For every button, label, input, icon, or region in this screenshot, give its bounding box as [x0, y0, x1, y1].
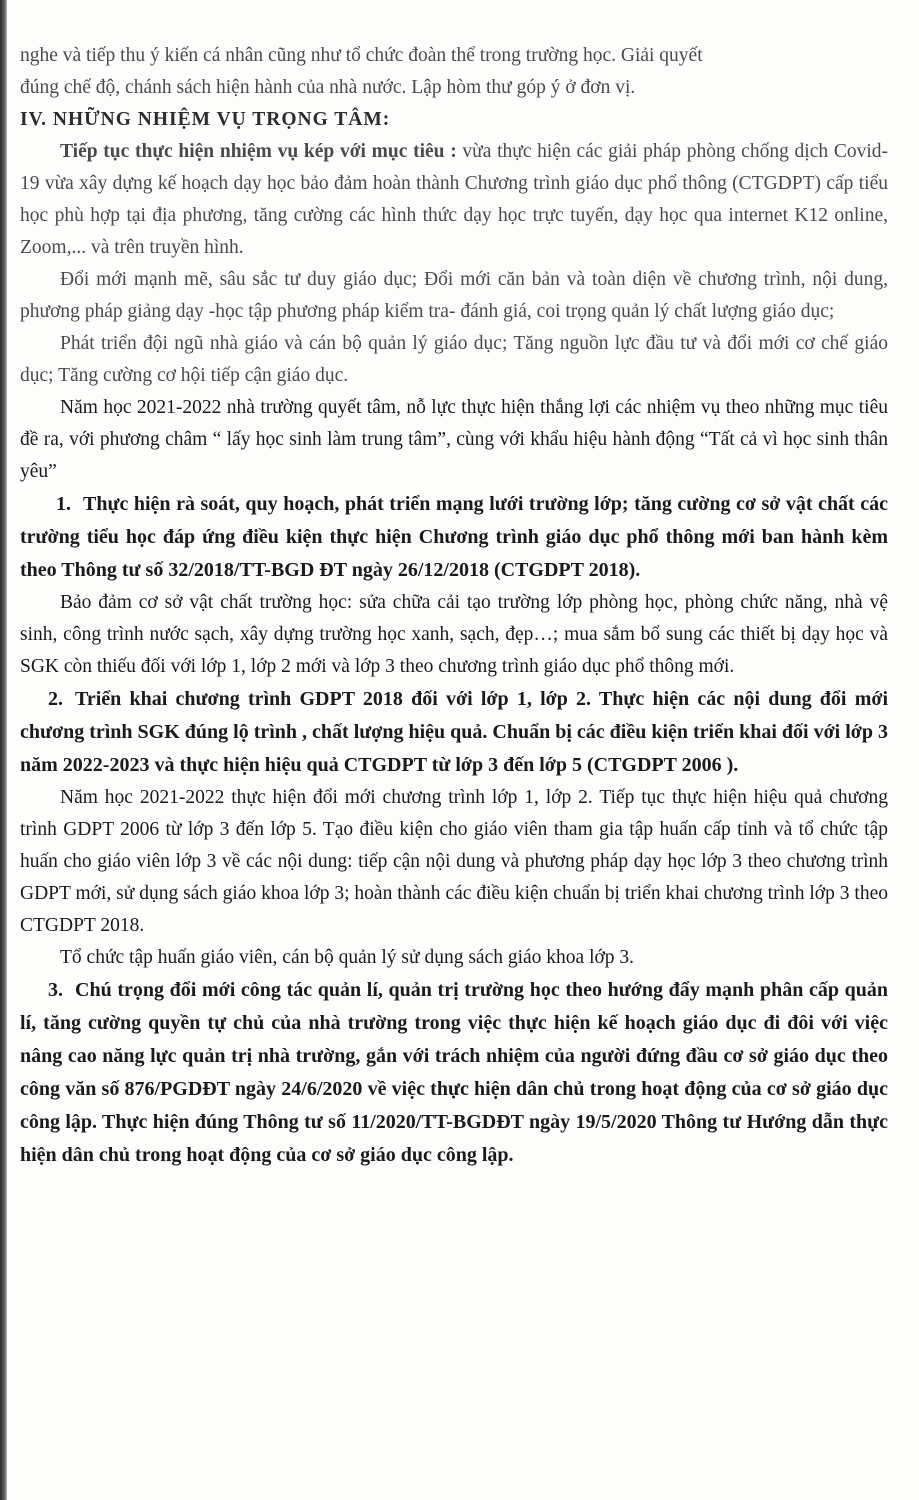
paragraph: Năm học 2021-2022 nhà trường quyết tâm, nỗ lực thực hiện thắng lợi các nhiệm vụ theo những mục tiêu đề ra, với phương châm “ lấy học sinh làm trung tâm”, cùng với khẩu hiệu hành động “Tất cả vì học sinh thân yêu” — [20, 397, 888, 482]
intro-line: nghe và tiếp thu ý kiến cá nhân cũng như tổ chức đoàn thể trong trường học. Giải quyết — [20, 45, 703, 66]
document-body — [20, 40, 888, 1172]
item-number: 3. — [48, 979, 63, 1001]
item-body: Năm học 2021-2022 thực hiện đổi mới chương trình lớp 1, lớp 2. Tiếp tục thực hiện hiệu quả chương trình GDPT 2006 từ lớp 3 đến lớp 5. Tạo điều kiện cho giáo viên tham gia tập huấn cấp tỉnh và tổ chức tập huấn cho giáo viên lớp 3 về các nội dung: tiếp cận nội dung và phương pháp dạy học lớp 3 theo chương trình GDPT mới, sử dụng sách giáo khoa lớp 3; hoàn thành các điều kiện chuẩn bị triển khai chương trình lớp 3 theo CTGDPT 2018. — [20, 787, 888, 936]
item-heading — [20, 488, 888, 587]
item-number: 1. — [56, 493, 71, 515]
item-heading — [20, 683, 888, 782]
item-body: Bảo đảm cơ sở vật chất trường học: sửa chữa cải tạo trường lớp phòng học, phòng chức năng, nhà vệ sinh, công trình nước sạch, xây dựng trường học xanh, sạch, đẹp…; mua sắm bổ sung các thiết bị dạy học và SGK còn thiếu đối với lớp 1, lớp 2 mới và lớp 3 theo chương trình giáo dục phổ thông mới. — [20, 592, 888, 677]
intro-line: đúng chế độ, chánh sách hiện hành của nhà nước. Lập hòm thư góp ý ở đơn vị. — [20, 77, 636, 98]
item-number: 2. — [48, 688, 63, 710]
item-heading-text: Triển khai chương trình GDPT 2018 đối với lớp 1, lớp 2. Thực hiện các nội dung đổi mới chương trình SGK đúng lộ trình , chất lượng hiệu quả. Chuẩn bị các điều kiện triển khai đối với lớp 3 năm 2022-2023 và thực hiện hiệu quả CTGDPT từ lớp 3 đến lớp 5 (CTGDPT 2006 ). — [20, 688, 888, 776]
item-heading — [20, 974, 888, 1172]
lead-rest-text: vừa thực hiện các giải pháp phòng chống dịch Covid-19 vừa xây dựng kế hoạch dạy học bảo đảm hoàn thành Chương trình giáo dục phổ thông (CTGDPT) cấp tiểu học phù hợp tại địa phương, tăng cường các hình thức dạy học trực tuyến, dạy học qua internet K12 online, Zoom,... và trên truyền hình. — [20, 141, 888, 258]
item-heading-text: Chú trọng đổi mới công tác quản lí, quản trị trường học theo hướng đẩy mạnh phân cấp quản lí, tăng cường quyền tự chủ của nhà trường trong việc thực hiện kế hoạch giáo dục đi đôi với việc nâng cao năng lực quản trị nhà trường, gắn với trách nhiệm của người đứng đầu cơ sở giáo dục theo công văn số 876/PGDĐT ngày 24/6/2020 về việc thực hiện dân chủ trong hoạt động của cơ sở giáo dục công lập. Thực hiện đúng Thông tư số 11/2020/TT-BGDĐT ngày 19/5/2020 Thông tư Hướng dẫn thực hiện dân chủ trong hoạt động của cơ sở giáo dục công lập. — [20, 979, 888, 1166]
item-body: Tổ chức tập huấn giáo viên, cán bộ quản lý sử dụng sách giáo khoa lớp 3. — [60, 947, 635, 968]
paragraph: Đổi mới mạnh mẽ, sâu sắc tư duy giáo dục; Đổi mới căn bản và toàn diện về chương trình, nội dung, phương pháp giảng dạy -học tập phương pháp kiểm tra- đánh giá, coi trọng quản lý chất lượng giáo dục; — [20, 269, 888, 322]
scan-edge-shadow — [0, 0, 7, 1500]
lead-paragraph — [20, 136, 888, 264]
section-title: IV. NHỮNG NHIỆM VỤ TRỌNG TÂM: — [20, 109, 391, 130]
paragraph: Phát triển đội ngũ nhà giáo và cán bộ quản lý giáo dục; Tăng nguồn lực đầu tư và đổi mới cơ chế giáo dục; Tăng cường cơ hội tiếp cận giáo dục. — [20, 333, 888, 386]
lead-bold-text: Tiếp tục thực hiện nhiệm vụ kép với mục tiêu : — [60, 141, 457, 162]
item-heading-text: Thực hiện rà soát, quy hoạch, phát triển mạng lưới trường lớp; tăng cường cơ sở vật chất các trường tiểu học đáp ứng điều kiện thực hiện Chương trình giáo dục phổ thông mới ban hành kèm theo Thông tư số 32/2018/TT-BGD ĐT ngày 26/12/2018 (CTGDPT 2018). — [20, 493, 888, 581]
